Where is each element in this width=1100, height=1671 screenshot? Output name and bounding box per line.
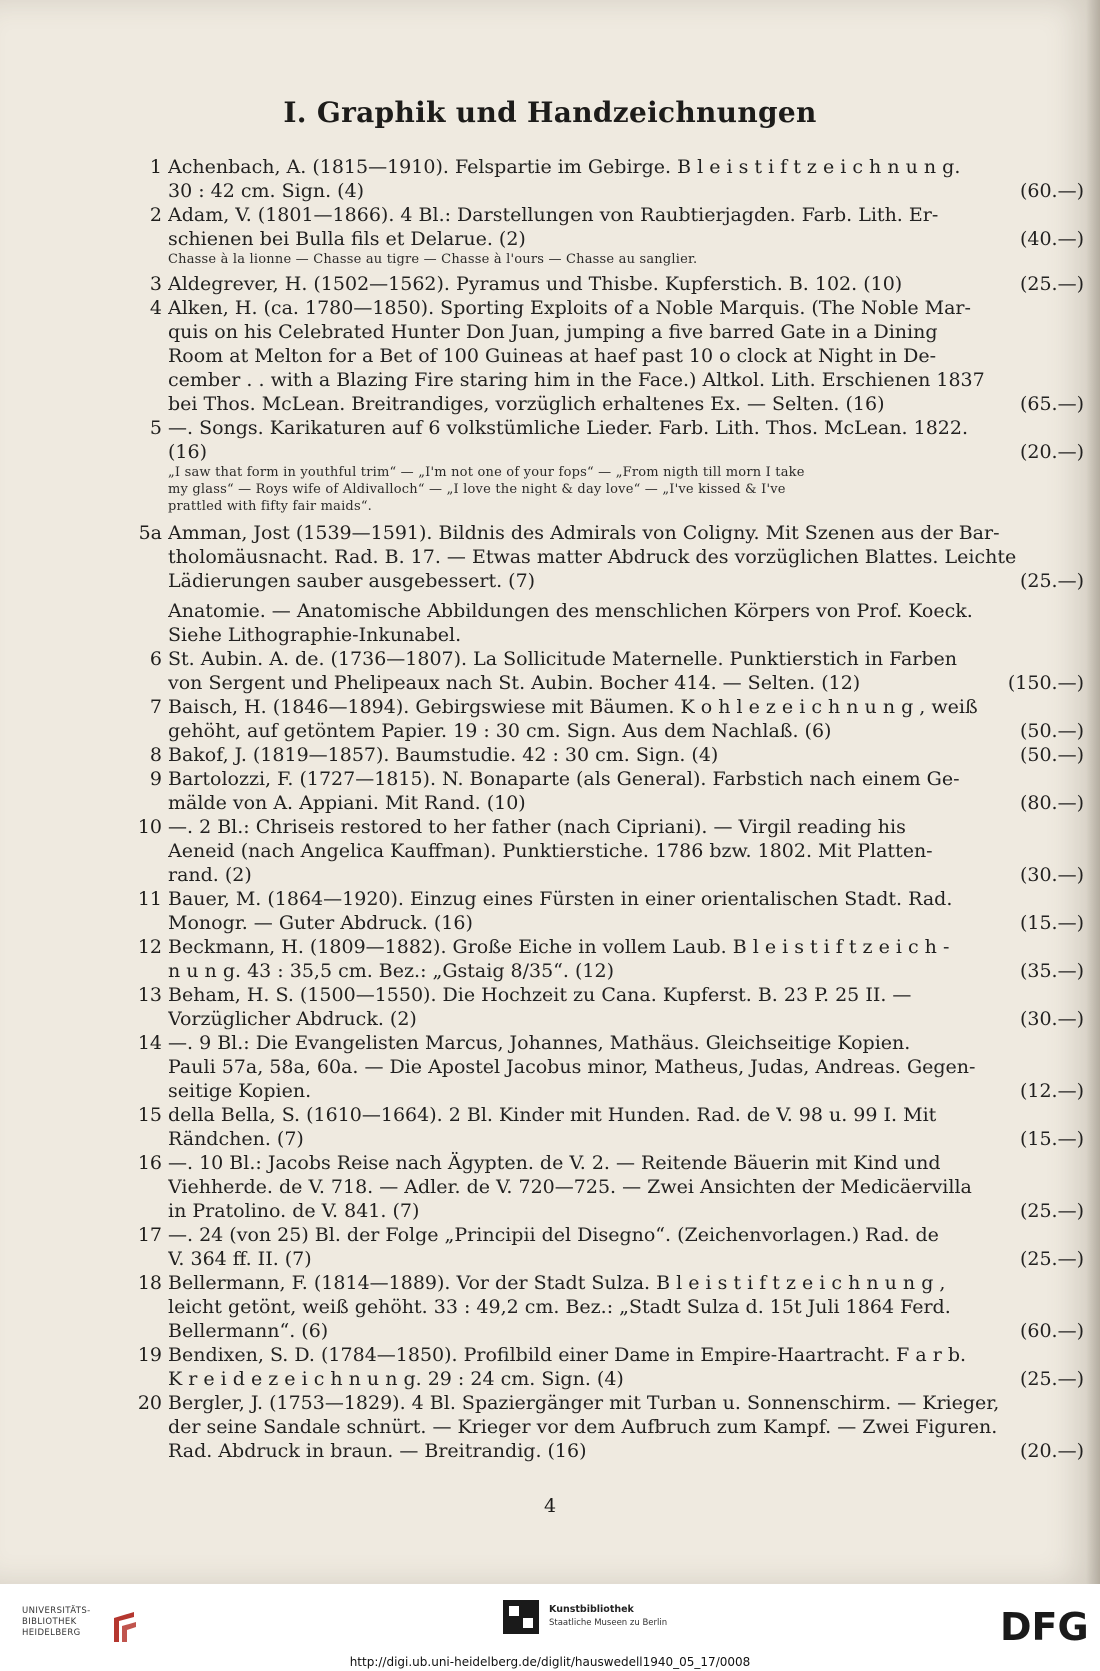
entry-line: quis on his Celebrated Hunter Don Juan, jumping a five barred Gate in a Dining bbox=[168, 321, 938, 343]
entry-line bbox=[168, 911, 1084, 935]
entry-text: von Sergent und Phelipeaux nach St. Aubin. Bocher 414. — Selten. (12) bbox=[168, 672, 861, 694]
entry-line bbox=[168, 440, 1084, 464]
entry-note: „I saw that form in youthful trim“ — „I'm not one of your fops“ — „From nigth till morn I take bbox=[168, 465, 805, 480]
entry-text: Aldegrever, H. (1502—1562). Pyramus und Thisbe. Kupferstich. B. 102. (10) bbox=[168, 273, 903, 295]
entry-line: —. 24 (von 25) Bl. der Folge „Principii del Disegno“. (Zeichenvorlagen.) Rad. de bbox=[168, 1224, 939, 1246]
entry-text: bei Thos. McLean. Breitrandiges, vorzüglich erhaltenes Ex. — Selten. (16) bbox=[168, 393, 885, 415]
entry-price: (15.—) bbox=[1019, 1128, 1084, 1150]
entry-number: 8 bbox=[149, 744, 162, 766]
entry-line: der seine Sandale schnürt. — Krieger vor dem Aufbruch zum Kampf. — Zwei Figuren. bbox=[168, 1416, 998, 1438]
entry-line: della Bella, S. (1610—1664). 2 Bl. Kinder mit Hunden. Rad. de V. 98 u. 99 I. Mit bbox=[168, 1104, 937, 1126]
entry-note: prattled with fifty fair maids“. bbox=[168, 499, 373, 514]
entry-line: —. 2 Bl.: Chriseis restored to her father (nach Cipriani). — Virgil reading his bbox=[168, 816, 906, 838]
catalog-list bbox=[124, 155, 1084, 1463]
catalog-entry bbox=[124, 815, 1084, 887]
entry-text: 30 : 42 cm. Sign. (4) bbox=[168, 180, 365, 202]
entry-text: schienen bei Bulla fils et Delarue. (2) bbox=[168, 228, 526, 250]
entry-line: Bartolozzi, F. (1727—1815). N. Bonaparte (als General). Farbstich nach einem Ge- bbox=[168, 768, 960, 790]
entry-note: my glass“ — Roys wife of Aldivalloch“ — „I love the night & day love“ — „I've kissed & I've bbox=[168, 482, 786, 497]
entry-line: Achenbach, A. (1815—1910). Felspartie im Gebirge. B l e i s t i f t z e i c h n u n g. bbox=[168, 156, 961, 178]
entry-line bbox=[168, 959, 1084, 983]
entry-line bbox=[168, 743, 1084, 767]
entry-number: 17 bbox=[137, 1224, 162, 1246]
dfg-logo bbox=[1000, 1604, 1090, 1646]
entry-line: Beham, H. S. (1500—1550). Die Hochzeit zu Cana. Kupferst. B. 23 P. 25 II. — bbox=[168, 984, 912, 1006]
entry-line: cember . . with a Blazing Fire staring him in the Face.) Altkol. Lith. Erschienen 1837 bbox=[168, 369, 985, 391]
entry-line: Bauer, M. (1864—1920). Einzug eines Fürsten in einer orientalischen Stadt. Rad. bbox=[168, 888, 953, 910]
catalog-entry bbox=[124, 1343, 1084, 1391]
entry-line: Aeneid (nach Angelica Kauffman). Punktierstiche. 1786 bzw. 1802. Mit Platten- bbox=[168, 840, 933, 862]
entry-note: Chasse à la lionne — Chasse au tigre — Chasse à l'ours — Chasse au sanglier. bbox=[168, 252, 698, 267]
entry-line: Amman, Jost (1539—1591). Bildnis des Admirals von Coligny. Mit Szenen aus der Bar- bbox=[168, 522, 1000, 544]
entry-number: 4 bbox=[149, 297, 162, 319]
page-number: 4 bbox=[543, 1495, 557, 1517]
entry-price: (30.—) bbox=[1019, 1008, 1084, 1030]
catalog-entry bbox=[124, 743, 1084, 767]
entry-text: V. 364 ff. II. (7) bbox=[168, 1248, 312, 1270]
entry-line bbox=[168, 1127, 1084, 1151]
entry-text: Monogr. — Guter Abdruck. (16) bbox=[168, 912, 473, 934]
entry-number: 20 bbox=[137, 1392, 162, 1414]
entry-number: 16 bbox=[137, 1152, 162, 1174]
entry-line bbox=[168, 719, 1084, 743]
entry-price: (80.—) bbox=[1019, 792, 1084, 814]
entry-line: Baisch, H. (1846—1894). Gebirgswiese mit Bäumen. K o h l e z e i c h n u n g , weiß bbox=[168, 696, 978, 718]
entry-text: n u n g. 43 : 35,5 cm. Bez.: „Gstaig 8/35“. (12) bbox=[168, 960, 614, 982]
catalog-entry bbox=[124, 296, 1084, 416]
entry-line: Adam, V. (1801—1866). 4 Bl.: Darstellungen von Raubtierjagden. Farb. Lith. Er- bbox=[168, 204, 939, 226]
entry-text: mälde von A. Appiani. Mit Rand. (10) bbox=[168, 792, 526, 814]
kunstbibliothek-logo bbox=[503, 1600, 683, 1644]
entry-line bbox=[168, 1367, 1084, 1391]
entry-number: 5 bbox=[149, 417, 162, 439]
entry-line: St. Aubin. A. de. (1736—1807). La Sollicitude Maternelle. Punktierstich in Farben bbox=[168, 648, 958, 670]
catalog-entry bbox=[124, 1391, 1084, 1463]
entry-price: (50.—) bbox=[1019, 720, 1084, 742]
dfg-logo-text: DFG bbox=[1000, 1605, 1089, 1646]
university-library-logo-text: UNIVERSITÄTS- BIBLIOTHEK HEIDELBERG bbox=[22, 1606, 91, 1638]
entry-text: (16) bbox=[168, 441, 208, 463]
entry-line: Room at Melton for a Bet of 100 Guineas at haef past 10 o clock at Night in De- bbox=[168, 345, 936, 367]
entry-number: 1 bbox=[149, 156, 162, 178]
entry-line: leicht getönt, weiß gehöht. 33 : 49,2 cm. Bez.: „Stadt Sulza d. 15t Juli 1864 Ferd. bbox=[168, 1296, 951, 1318]
kunstbibliothek-title: Kunstbibliothek bbox=[549, 1604, 634, 1615]
entry-line bbox=[168, 1247, 1084, 1271]
catalog-entry bbox=[124, 983, 1084, 1031]
entry-text: gehöht, auf getöntem Papier. 19 : 30 cm. Sign. Aus dem Nachlaß. (6) bbox=[168, 720, 832, 742]
entry-number: 12 bbox=[137, 936, 162, 958]
entry-line: —. 10 Bl.: Jacobs Reise nach Ägypten. de V. 2. — Reitende Bäuerin mit Kind und bbox=[168, 1152, 941, 1174]
entry-line bbox=[168, 569, 1084, 593]
entry-price: (15.—) bbox=[1019, 912, 1084, 934]
entry-line bbox=[168, 1079, 1084, 1103]
entry-line bbox=[168, 863, 1084, 887]
entry-line bbox=[168, 392, 1084, 416]
entry-text: in Pratolino. de V. 841. (7) bbox=[168, 1200, 420, 1222]
catalog-entry bbox=[124, 695, 1084, 743]
entry-line: Beckmann, H. (1809—1882). Große Eiche in vollem Laub. B l e i s t i f t z e i c h - bbox=[168, 936, 950, 958]
entry-number: 14 bbox=[137, 1032, 162, 1054]
entry-line: Bellermann, F. (1814—1889). Vor der Stadt Sulza. B l e i s t i f t z e i c h n u n g , bbox=[168, 1272, 946, 1294]
entry-number: 11 bbox=[137, 888, 162, 910]
entry-line bbox=[168, 1319, 1084, 1343]
entry-price: (50.—) bbox=[1019, 744, 1084, 766]
university-library-logo bbox=[22, 1606, 142, 1656]
entry-text: seitige Kopien. bbox=[168, 1080, 312, 1102]
entry-price: (150.—) bbox=[1007, 672, 1084, 694]
page-title: I. Graphik und Handzeichnungen bbox=[283, 96, 817, 129]
entry-price: (30.—) bbox=[1019, 864, 1084, 886]
entry-number: 18 bbox=[137, 1272, 162, 1294]
entry-line: Bergler, J. (1753—1829). 4 Bl. Spaziergänger mit Turban u. Sonnenschirm. — Krieger, bbox=[168, 1392, 1000, 1414]
entry-text: Rad. Abdruck in braun. — Breitrandig. (16) bbox=[168, 1440, 587, 1462]
entry-number: 15 bbox=[137, 1104, 162, 1126]
entry-text: Rändchen. (7) bbox=[168, 1128, 304, 1150]
catalog-entry bbox=[124, 416, 1084, 515]
catalog-entry bbox=[124, 1271, 1084, 1343]
entry-line: Pauli 57a, 58a, 60a. — Die Apostel Jacobus minor, Matheus, Judas, Andreas. Gegen- bbox=[168, 1056, 976, 1078]
catalog-entry bbox=[124, 1103, 1084, 1151]
catalog-entry bbox=[124, 1223, 1084, 1271]
kunstbibliothek-subtitle: Staatliche Museen zu Berlin bbox=[549, 1618, 668, 1628]
catalog-entry bbox=[124, 521, 1084, 593]
entry-number: 9 bbox=[149, 768, 162, 790]
entry-number: 2 bbox=[149, 204, 162, 226]
entry-line: Alken, H. (ca. 1780—1850). Sporting Exploits of a Noble Marquis. (The Noble Mar- bbox=[168, 297, 971, 319]
entry-price: (20.—) bbox=[1019, 1440, 1084, 1462]
entry-line: tholomäusnacht. Rad. B. 17. — Etwas matter Abdruck des vorzüglichen Blattes. Leichte bbox=[168, 546, 1017, 568]
entry-number: 13 bbox=[137, 984, 162, 1006]
catalog-entry bbox=[124, 272, 1084, 296]
entry-line bbox=[168, 227, 1084, 251]
entry-price: (25.—) bbox=[1019, 1248, 1084, 1270]
entry-line bbox=[168, 671, 1084, 695]
entry-line bbox=[168, 1199, 1084, 1223]
entry-number: 10 bbox=[137, 816, 162, 838]
catalog-entry bbox=[124, 887, 1084, 935]
entry-number: 5a bbox=[138, 522, 162, 544]
entry-line: —. 9 Bl.: Die Evangelisten Marcus, Johannes, Mathäus. Gleichseitige Kopien. bbox=[168, 1032, 911, 1054]
entry-line: Viehherde. de V. 718. — Adler. de V. 720—725. — Zwei Ansichten der Medicäervilla bbox=[168, 1176, 972, 1198]
entry-price: (35.—) bbox=[1019, 960, 1084, 982]
entry-price: (65.—) bbox=[1019, 393, 1084, 415]
catalog-entry bbox=[124, 935, 1084, 983]
entry-number: 7 bbox=[149, 696, 162, 718]
catalog-entry bbox=[124, 203, 1084, 268]
entry-line bbox=[168, 272, 1084, 296]
entry-text: Lädierungen sauber ausgebessert. (7) bbox=[168, 570, 536, 592]
entry-price: (60.—) bbox=[1019, 1320, 1084, 1342]
entry-price: (25.—) bbox=[1019, 1200, 1084, 1222]
entry-price: (25.—) bbox=[1019, 1368, 1084, 1390]
entry-text: Vorzüglicher Abdruck. (2) bbox=[168, 1008, 417, 1030]
entry-line bbox=[168, 1439, 1084, 1463]
entry-line bbox=[168, 1007, 1084, 1031]
entry-line: Siehe Lithographie-Inkunabel. bbox=[168, 624, 462, 646]
entry-price: (20.—) bbox=[1019, 441, 1084, 463]
entry-text: rand. (2) bbox=[168, 864, 252, 886]
entry-price: (12.—) bbox=[1019, 1080, 1084, 1102]
entry-price: (25.—) bbox=[1019, 570, 1084, 592]
entry-line bbox=[168, 179, 1084, 203]
source-url[interactable]: http://digi.ub.uni-heidelberg.de/diglit/hauswedell1940_05_17/0008 bbox=[349, 1655, 751, 1669]
catalog-entry bbox=[124, 155, 1084, 203]
entry-number: 19 bbox=[137, 1344, 162, 1366]
entry-text: Bakof, J. (1819—1857). Baumstudie. 42 : 30 cm. Sign. (4) bbox=[168, 744, 719, 766]
entry-text: Bellermann“. (6) bbox=[168, 1320, 329, 1342]
catalog-entry bbox=[124, 647, 1084, 695]
entry-line bbox=[168, 791, 1084, 815]
entry-price: (40.—) bbox=[1019, 228, 1084, 250]
catalog-entry bbox=[124, 767, 1084, 815]
catalog-entry bbox=[124, 599, 1084, 647]
entry-price: (25.—) bbox=[1019, 273, 1084, 295]
entry-number: 3 bbox=[149, 273, 162, 295]
entry-text: K r e i d e z e i c h n u n g. 29 : 24 cm. Sign. (4) bbox=[168, 1368, 624, 1390]
entry-price: (60.—) bbox=[1019, 180, 1084, 202]
entry-line: —. Songs. Karikaturen auf 6 volkstümliche Lieder. Farb. Lith. Thos. McLean. 1822. bbox=[168, 417, 969, 439]
entry-number: 6 bbox=[149, 648, 162, 670]
kunstbibliothek-mark-icon bbox=[503, 1600, 539, 1634]
catalog-entry bbox=[124, 1031, 1084, 1103]
entry-line: Bendixen, S. D. (1784—1850). Profilbild einer Dame in Empire-Haartracht. F a r b. bbox=[168, 1344, 967, 1366]
ub-mark-icon bbox=[106, 1608, 140, 1646]
entry-line: Anatomie. — Anatomische Abbildungen des menschlichen Körpers von Prof. Koeck. bbox=[168, 600, 973, 622]
catalog-entry bbox=[124, 1151, 1084, 1223]
